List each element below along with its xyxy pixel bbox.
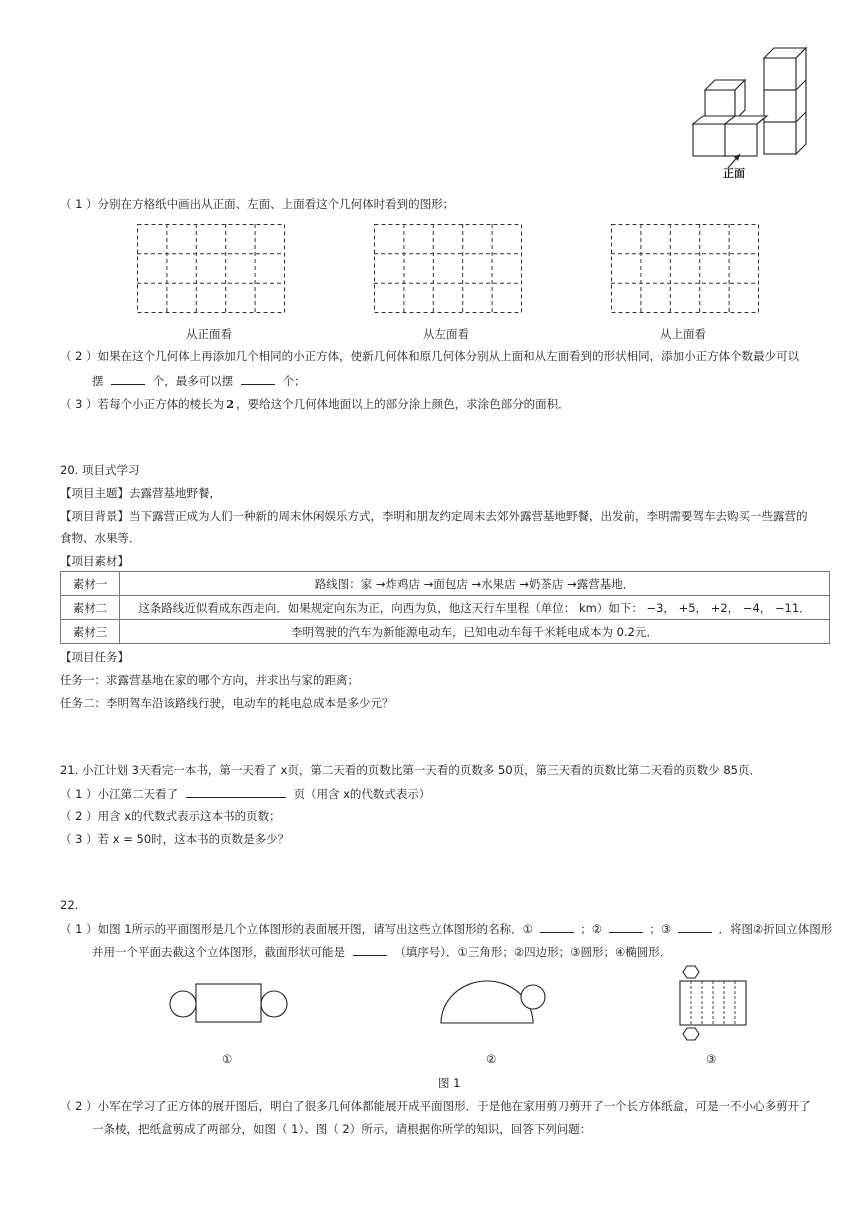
answer-blank-day2[interactable] xyxy=(186,785,286,798)
materials-table xyxy=(60,571,830,644)
caption-top: 从上面看 xyxy=(660,327,706,341)
answer-blank-min[interactable] xyxy=(111,372,145,385)
material-value: 李明驾驶的汽车为新能源电动车，已知电动车每千米耗电成本为 0.2元． xyxy=(120,620,830,644)
material-key: 素材三 xyxy=(61,620,120,644)
grid-top[interactable] xyxy=(611,224,759,313)
q22-part1-line2 xyxy=(92,943,671,960)
material-value: 这条路线近似看成东西走向．如果规定向东为正，向西为负，他这天行车里程（单位： km）如下： −3， +5， +2， −4， −11． xyxy=(120,596,830,620)
table-row xyxy=(61,596,830,620)
material-key: 素材一 xyxy=(61,572,120,596)
q19-p2-b: 个，最多可以摆 xyxy=(152,374,234,388)
q22-title: 22. xyxy=(60,898,79,912)
q21-part3: （ 3 ）若 x = 50时，这本书的页数是多少？ xyxy=(60,832,290,846)
caption-left: 从左面看 xyxy=(423,327,469,341)
q19-part2-line2 xyxy=(92,372,306,389)
fig-label-3: ③ xyxy=(706,1052,717,1066)
caption-front: 从正面看 xyxy=(186,327,232,341)
answer-blank-section[interactable] xyxy=(353,943,387,956)
prism-net-figure xyxy=(674,964,750,1044)
cylinder-net-figure xyxy=(166,980,292,1028)
q20-task-heading: 【项目任务】 xyxy=(60,650,129,664)
material-value: 路线图：家 →炸鸡店 →面包店 →水果店 →奶茶店 →露营基地． xyxy=(120,572,830,596)
answer-blank-max[interactable] xyxy=(241,372,275,385)
q20-title: 20. 项目式学习 xyxy=(60,463,140,477)
q22-p1-c: ；③ xyxy=(649,922,672,936)
q21-p1-b: 页（用含 x的代数式表示） xyxy=(293,787,431,801)
answer-blank-solid3[interactable] xyxy=(678,920,712,933)
q19-part1: （ 1 ）分别在方格纸中画出从正面、左面、上面看这个几何体时看到的图形； xyxy=(60,197,455,211)
q19-p2-a: 摆 xyxy=(92,374,104,388)
fig-label-2: ② xyxy=(486,1052,497,1066)
front-label: 正面 xyxy=(723,167,745,180)
q22-part2-line1: （ 2 ）小军在学习了正方体的展开图后，明白了很多几何体都能展开成平面图形．于是他在家用剪刀剪开了一个长方体纸盒，可是一不小心多剪开了 xyxy=(60,1099,811,1113)
grid-left[interactable] xyxy=(374,224,522,313)
q19-p3-b: ，要给这个几何体地面以上的部分涂上颜色，求涂色部分的面积． xyxy=(236,397,570,411)
q20-background-line2: 食物、水果等． xyxy=(60,531,141,545)
q20-task2: 任务二：李明驾车沿该路线行驶，电动车的耗电总成本是多少元？ xyxy=(60,696,394,710)
q22-part1-line1 xyxy=(60,920,832,937)
q21-stem: 21. 小江计划 3天看完一本书，第一天看了 x页，第二天看的页数比第一天看的页数多 50页，第三天看的页数比第二天看的页数少 85页． xyxy=(60,763,761,777)
q20-theme: 【项目主题】去露营基地野餐， xyxy=(60,486,221,500)
cube-figure xyxy=(688,44,808,184)
q20-material-heading: 【项目素材】 xyxy=(60,554,129,568)
q22-p1-a: （ 1 ）如图 1所示的平面图形是几个立体图形的表面展开图，请写出这些立体图形的名称．① xyxy=(60,922,533,936)
answer-blank-solid2[interactable] xyxy=(609,920,643,933)
cone-net-figure xyxy=(437,980,549,1028)
q19-p3-a: （ 3 ）若每个小正方体的棱长为 xyxy=(60,397,225,411)
q20-task1: 任务一：求露营基地在家的哪个方向，并求出与家的距离； xyxy=(60,673,359,687)
table-row xyxy=(61,572,830,596)
q19-part2-line1: （ 2 ）如果在这个几何体上再添加几个相同的小正方体，使新几何体和原几何体分别从上面和从左面看到的形状相同，添加小正方体个数最少可以 xyxy=(60,349,800,363)
fig-label-1: ① xyxy=(222,1052,233,1066)
q22-p1-e: 并用一个平面去截这个立体图形，截面形状可能是 xyxy=(92,945,345,959)
q21-part1 xyxy=(60,785,430,802)
answer-blank-solid1[interactable] xyxy=(540,920,574,933)
q22-p1-f: （填序号）．①三角形；②四边形；③圆形；④椭圆形． xyxy=(394,945,672,959)
q19-p2-c: 个； xyxy=(282,374,306,388)
q19-part3 xyxy=(60,396,570,412)
q22-part2-line2: 一条棱，把纸盒剪成了两部分，如图（ 1）、图（ 2）所示，请根据你所学的知识，回答下列问题： xyxy=(92,1122,592,1136)
q22-p1-d: ．将图②折回立体图形 xyxy=(718,922,833,936)
q19-p3-num: 2 xyxy=(226,397,235,411)
table-row xyxy=(61,620,830,644)
material-key: 素材二 xyxy=(61,596,120,620)
q20-background-line1: 【项目背景】当下露营正成为人们一种新的周末休闲娱乐方式，李明和朋友约定周末去郊外露营基地野餐，出发前，李明需要驾车去购买一些露营的 xyxy=(60,509,808,523)
q22-p1-b: ；② xyxy=(580,922,603,936)
q21-part2: （ 2 ）用含 x的代数式表示这本书的页数； xyxy=(60,809,281,823)
fig-caption: 图 1 xyxy=(438,1076,461,1090)
q21-p1-a: （ 1 ）小江第二天看了 xyxy=(60,787,179,801)
grid-front[interactable] xyxy=(137,224,285,313)
